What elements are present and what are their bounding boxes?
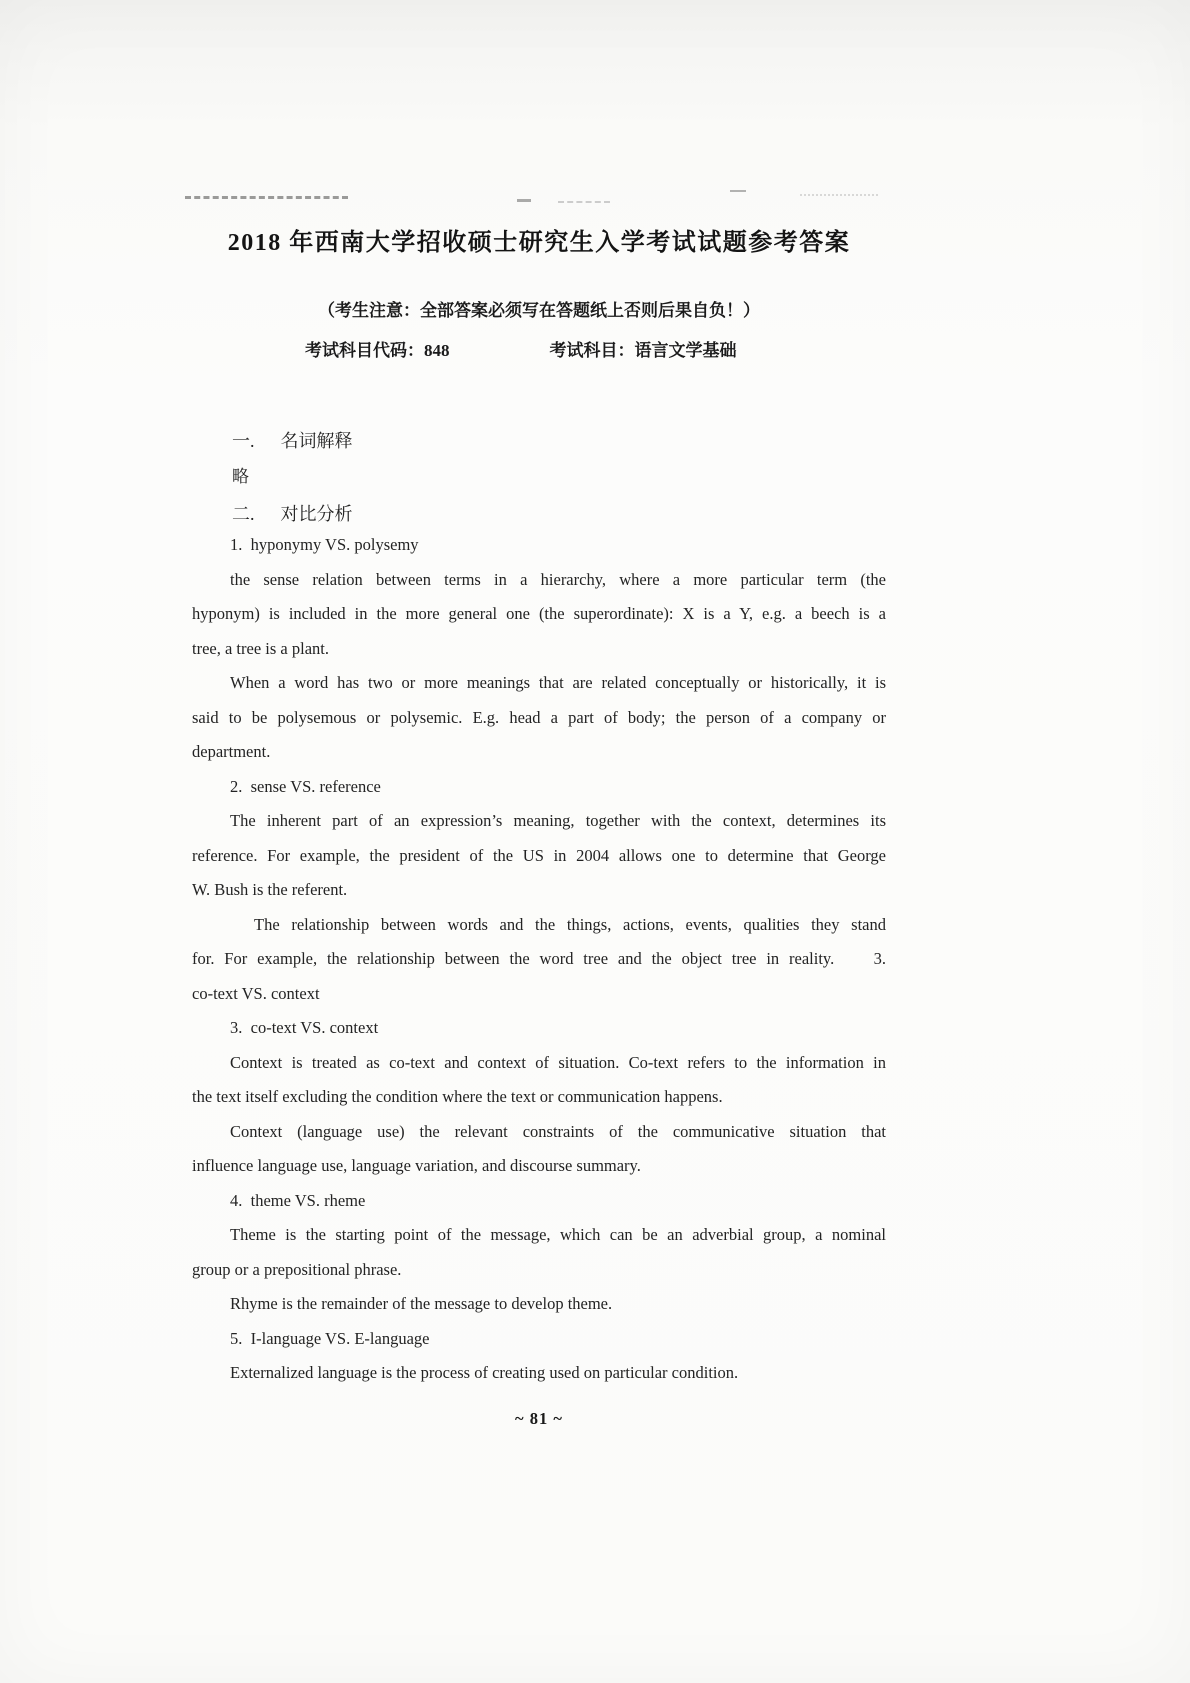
body-line: The relationship between words and the things, actions, events, qualities they stand: [254, 914, 886, 934]
body-line: group or a prepositional phrase.: [192, 1259, 402, 1279]
subject-info-row: [305, 336, 945, 361]
body-line: W. Bush is the referent.: [192, 880, 348, 899]
section-one-body: 略: [232, 467, 249, 486]
answer-body: [192, 528, 886, 1391]
body-line: reference. For example, the president of the US in 2004 allows one to determine that George: [192, 845, 886, 865]
body-line: The inherent part of an expression’s meaning, together with the context, determines its: [230, 811, 886, 830]
document-title: 2018 年西南大学招收硕士研究生入学考试试题参考答案: [227, 230, 851, 256]
body-line: Externalized language is the process of creating used on particular condition.: [230, 1363, 739, 1382]
page-number: ~ 81 ~: [515, 1409, 563, 1428]
body-line-item-3: 3. co-text VS. context: [230, 1018, 379, 1037]
body-line-item-5: 5. I-language VS. E-language: [230, 1328, 430, 1348]
scan-artifact: [185, 196, 348, 199]
scan-artifact: [730, 190, 746, 192]
body-line: Theme is the starting point of the message, which can be an adverbial group, a nominal: [230, 1225, 886, 1244]
body-line: the sense relation between terms in a hierarchy, where a more particular term (the: [230, 569, 886, 589]
body-line: for. For example, the relationship between the word tree and the object tree in reality. 3.: [192, 949, 886, 968]
body-line: Context (language use) the relevant constraints of the communicative situation that: [230, 1121, 886, 1141]
body-line: co-text VS. context: [192, 983, 320, 1003]
section-two-title: 对比分析: [280, 504, 353, 524]
section-one-title: 名词解释: [280, 431, 353, 451]
body-line: influence language use, language variation, and discourse summary.: [192, 1156, 641, 1175]
body-line: tree, a tree is a plant.: [192, 638, 329, 658]
body-line: the text itself excluding the condition where the text or communication happens.: [192, 1087, 723, 1106]
body-line: department.: [192, 742, 271, 761]
scan-artifact: [558, 201, 610, 203]
body-line: hyponym) is included in the more general one (the superordinate): X is a Y, e.g. a beech is a: [192, 604, 886, 623]
body-line: When a word has two or more meanings that are related conceptually or historically, it is: [230, 673, 886, 692]
body-line: Rhyme is the remainder of the message to develop theme.: [230, 1294, 613, 1313]
body-line-item-2: 2. sense VS. reference: [230, 776, 381, 796]
body-line-item-1: 1. hyponymy VS. polysemy: [230, 535, 419, 554]
subject-code: 考试科目代码：848: [305, 341, 450, 360]
body-line-item-4: 4. theme VS. rheme: [230, 1190, 366, 1210]
section-two-number: 二.: [232, 504, 255, 524]
body-line: Context is treated as co-text and context of situation. Co-text refers to the information in: [230, 1052, 886, 1072]
scan-artifact: [800, 194, 878, 196]
section-one-number: 一.: [232, 431, 255, 451]
candidate-notice: （考生注意：全部答案必须写在答题纸上否则后果自负！）: [318, 301, 760, 320]
body-line: said to be polysemous or polysemic. E.g. head a part of body; the person of a company or: [192, 707, 886, 727]
scan-artifact: [517, 199, 531, 202]
section-one-heading: [232, 427, 353, 453]
section-two-heading: [232, 500, 353, 526]
subject-name: 考试科目：语言文学基础: [549, 341, 737, 360]
